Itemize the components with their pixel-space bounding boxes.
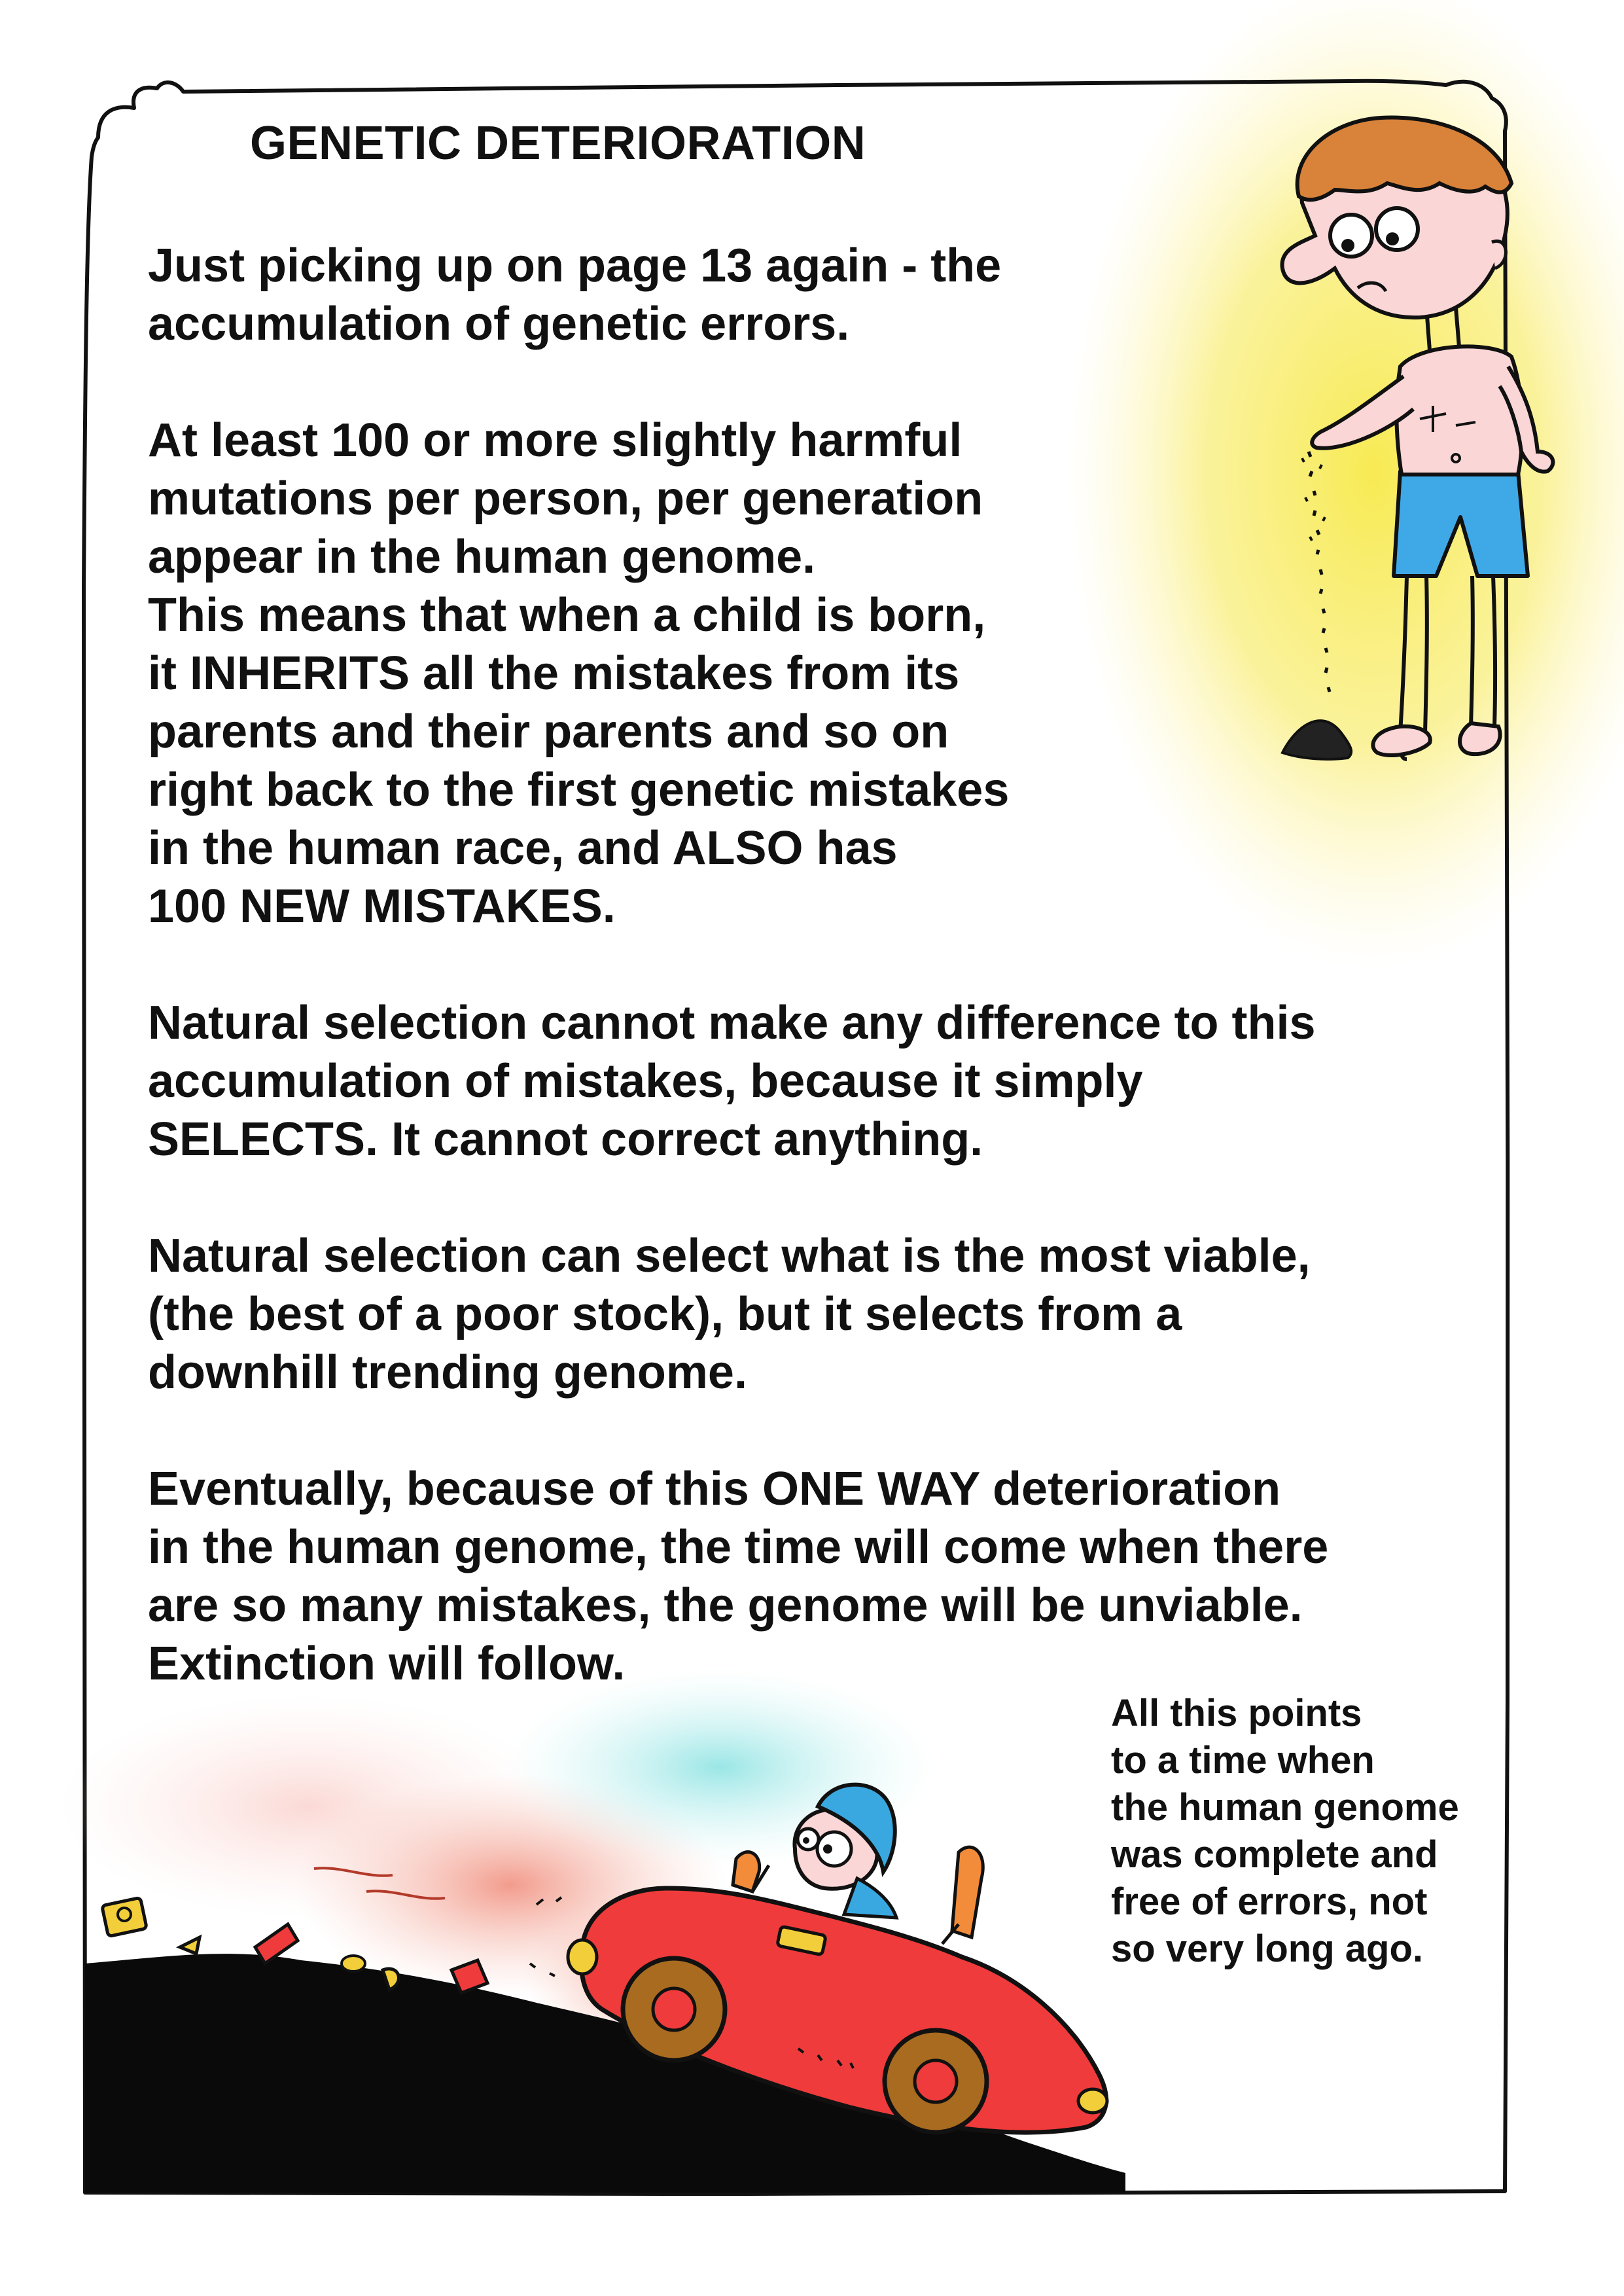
paragraph-selection-cannot-correct: Natural selection cannot make any difference to this accumulation of mistakes, because it simply SELECTS. It cannot correct anything.	[148, 997, 1316, 1166]
paragraph-extinction: Eventually, because of this ONE WAY deterioration in the human genome, the time will come when there are so many mistakes, the genome will be unviable. Extinction will follow.	[148, 1463, 1329, 1690]
main-text	[148, 237, 1483, 1693]
paragraph-selection-viable: Natural selection can select what is the most viable, (the best of a poor stock), but it selects from a downhill trending genome.	[148, 1230, 1311, 1399]
side-caption: All this points to a time when the human genome was complete and free of errors, not so very long ago.	[1111, 1692, 1459, 1970]
paragraph-intro: Just picking up on page 13 again - the accumulation of genetic errors.	[148, 240, 1002, 350]
page-title: GENETIC DETERIORATION	[250, 117, 866, 170]
paragraph-mutations: At least 100 or more slightly harmful mutations per person, per generation appear in the human genome. This means that when a child is born, it INHERITS all the mistakes from its parents and their parents and so on right back to the first genetic mistakes in the human race, and ALSO has 100 NEW MISTAKES.	[148, 414, 1010, 933]
